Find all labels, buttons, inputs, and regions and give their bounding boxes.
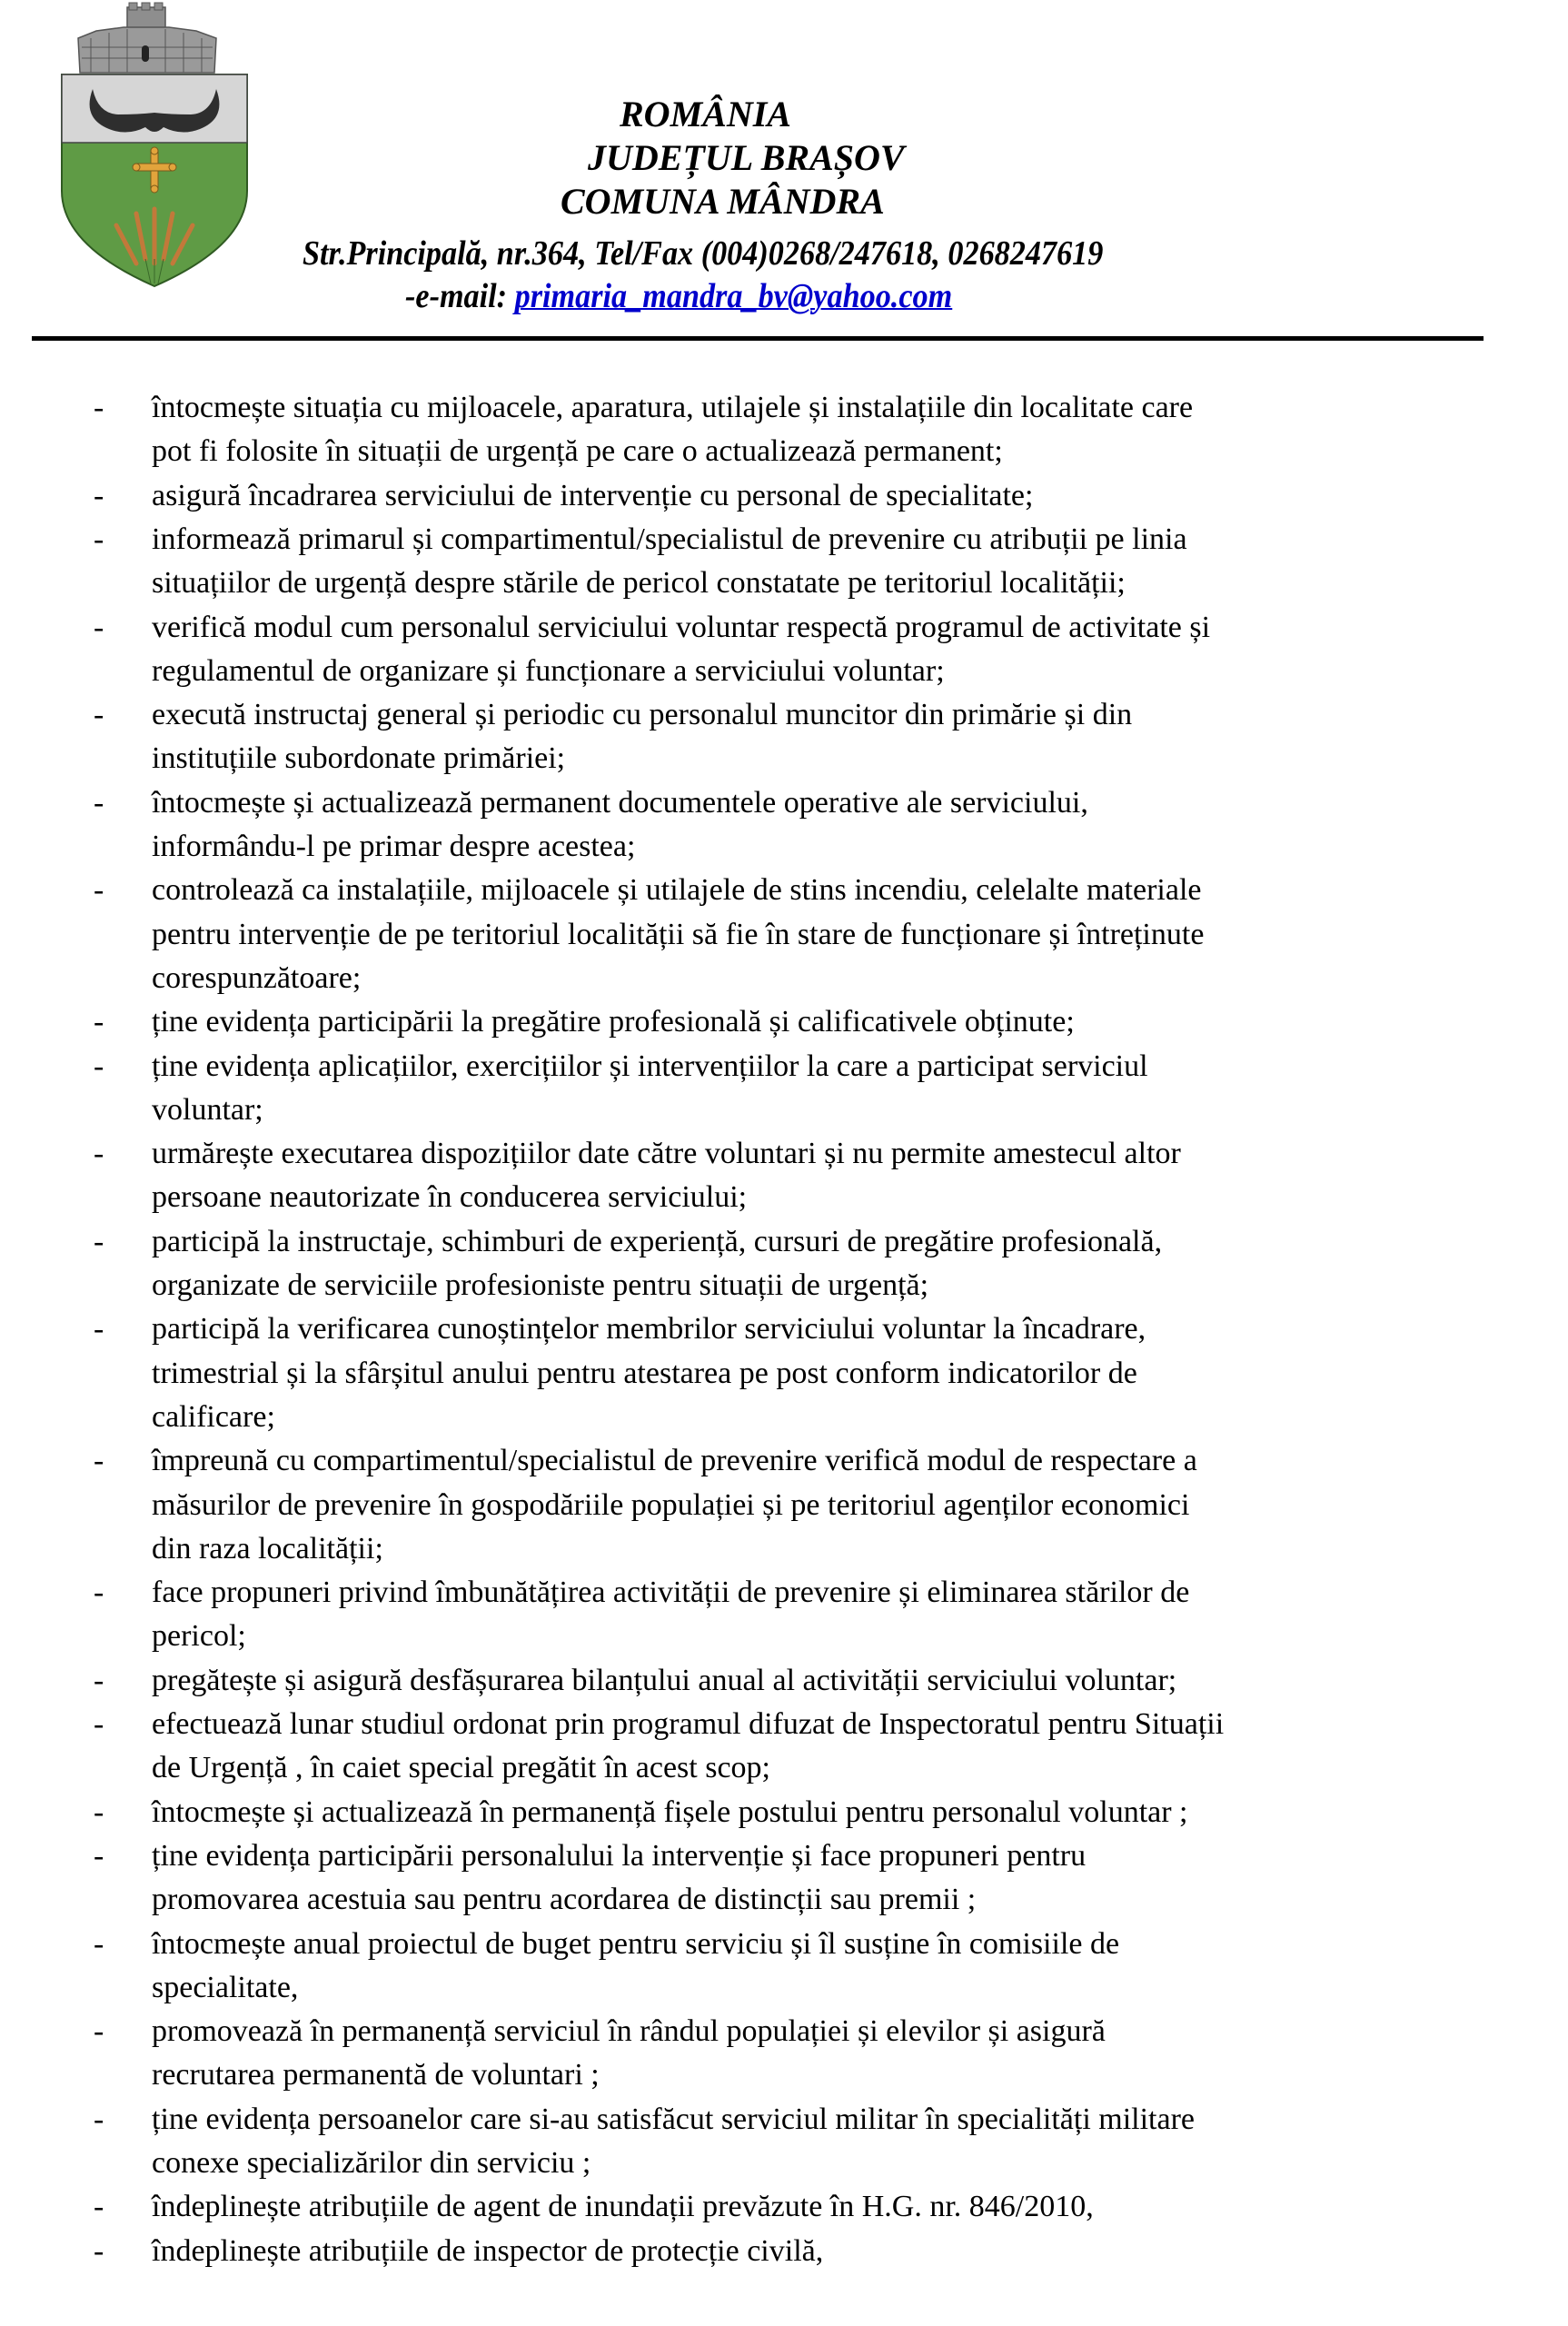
list-item-continuation [0, 562, 1568, 605]
list-item [0, 1659, 1568, 1703]
header-county: JUDEȚUL BRAȘOV [588, 137, 905, 178]
bullet-dash: - [94, 2190, 104, 2224]
list-item [0, 1834, 1568, 1878]
list-item-text: regulamentul de organizare și funcționare a serviciului voluntar; [152, 653, 945, 688]
bullet-dash: - [94, 1005, 104, 1039]
bullet-dash: - [94, 1707, 104, 1741]
list-item-text: situațiilor de urgență despre stările de pericol constatate pe teritoriul localității; [152, 566, 1126, 601]
header-email-line [405, 279, 952, 313]
list-item-text: de Urgență , în caiet special pregătit în acest scop; [152, 1751, 770, 1785]
list-item-continuation [0, 1352, 1568, 1396]
list-item-continuation [0, 1746, 1568, 1790]
list-item-text: întocmește și actualizează permanent documentele operative ale serviciului, [152, 785, 1088, 820]
list-item-text: verifică modul cum personalul serviciului voluntar respectă programul de activitate și [152, 610, 1211, 644]
list-item [0, 2185, 1568, 2229]
bullet-dash: - [94, 610, 104, 644]
list-item-text: calificare; [152, 1399, 275, 1434]
list-item [0, 1923, 1568, 1966]
list-item-text: promovarea acestuia sau pentru acordarea de distincții sau premii ; [152, 1883, 977, 1917]
bullet-dash: - [94, 522, 104, 556]
list-item-continuation [0, 1396, 1568, 1439]
list-item-text: pregătește și asigură desfășurarea bilanțului anual al activității serviciului voluntar; [152, 1663, 1177, 1697]
list-item-text: asigură încadrarea serviciului de intervenție cu personal de specialitate; [152, 478, 1034, 512]
coat-of-arms-icon [55, 0, 254, 291]
list-item-text: conexe specializărilor din serviciu ; [152, 2146, 591, 2180]
list-item-text: voluntar; [152, 1092, 263, 1127]
list-item-text: persoane neautorizate în conducerea serviciului; [152, 1180, 748, 1215]
list-item-text: participă la verificarea cunoștințelor membrilor serviciului voluntar la încadrare, [152, 1312, 1146, 1347]
list-item-text: măsurilor de prevenire în gospodăriile populației și pe teritoriul agenților economici [152, 1487, 1190, 1522]
list-item [0, 386, 1568, 430]
list-item-text: pericol; [152, 1619, 246, 1654]
list-item-continuation [0, 1527, 1568, 1571]
list-item-text: întocmește situația cu mijloacele, aparatura, utilajele și instalațiile din localitate care [152, 391, 1194, 424]
list-item-continuation [0, 650, 1568, 693]
list-item [0, 1571, 1568, 1615]
list-item [0, 518, 1568, 562]
bullet-dash: - [94, 1663, 104, 1697]
bullet-dash: - [94, 1576, 104, 1610]
bullet-dash: - [94, 391, 104, 424]
list-item-text: participă la instructaje, schimburi de experiență, cursuri de pregătire profesională, [152, 1224, 1163, 1258]
list-item [0, 2010, 1568, 2053]
list-item-continuation [0, 1615, 1568, 1658]
header-commune: COMUNA MÂNDRA [561, 181, 885, 222]
list-item-continuation [0, 1088, 1568, 1132]
email-link[interactable]: primaria_mandra_bv@yahoo.com [514, 277, 953, 315]
list-item-text: întocmește și actualizează în permanență fișele postului pentru personalul voluntar ; [152, 1794, 1188, 1829]
list-item-continuation [0, 825, 1568, 869]
list-item [0, 1220, 1568, 1264]
bullet-dash: - [94, 478, 104, 512]
list-item-text: pentru intervenție de pe teritoriul localității să fie în stare de funcționare și întreținute [152, 917, 1205, 951]
list-item-text: îndeplinește atribuțiile de inspector de protecție civilă, [152, 2233, 824, 2268]
list-item-continuation [0, 913, 1568, 957]
silver-band [62, 75, 247, 143]
bullet-dash: - [94, 2014, 104, 2049]
list-item-continuation [0, 1264, 1568, 1307]
list-item-text: informându-l pe primar despre acestea; [152, 830, 636, 863]
list-item-continuation [0, 1878, 1568, 1922]
list-item [0, 2098, 1568, 2142]
list-item-text: controlează ca instalațiile, mijloacele și utilajele de stins incendiu, celelalte materiale [152, 873, 1202, 908]
list-item-text: instituțiile subordonate primăriei; [152, 741, 566, 776]
list-item-text: întocmește anual proiectul de buget pentru serviciu și îl susține în comisiile de [152, 1926, 1120, 1961]
list-item [0, 1000, 1568, 1044]
list-item-continuation [0, 737, 1568, 780]
bullet-dash: - [94, 1312, 104, 1347]
bullet-dash: - [94, 698, 104, 732]
list-item [0, 869, 1568, 912]
bullet-dash: - [94, 1444, 104, 1478]
list-item-text: face propuneri privind îmbunătățirea activității de prevenire și eliminarea stărilor de [152, 1576, 1190, 1610]
list-item-text: informează primarul și compartimentul/specialistul de prevenire cu atribuții pe linia [152, 522, 1187, 556]
list-item-text: îndeplinește atribuțiile de agent de inundații prevăzute în H.G. nr. 846/2010, [152, 2190, 1094, 2224]
header-country: ROMÂNIA [620, 94, 791, 134]
bullet-dash: - [94, 1137, 104, 1171]
list-item [0, 1439, 1568, 1483]
list-item [0, 693, 1568, 737]
list-item [0, 2230, 1568, 2273]
list-item-continuation [0, 2142, 1568, 2185]
list-item [0, 781, 1568, 825]
list-item-text: specialitate, [152, 1970, 299, 2004]
list-item-text: ține evidența persoanelor care si-au satisfăcut serviciul militar în specialități militare [152, 2102, 1195, 2136]
list-item-text: organizate de serviciile profesioniste pentru situații de urgență; [152, 1268, 929, 1302]
list-item-text: ține evidența participării personalului la intervenție și face propuneri pentru [152, 1838, 1087, 1873]
list-item-continuation [0, 2053, 1568, 2097]
list-item-text: ține evidența participării la pregătire profesională și calificativele obținute; [152, 1005, 1075, 1039]
list-item [0, 1045, 1568, 1088]
list-item-continuation [0, 1484, 1568, 1527]
bullet-dash: - [94, 1224, 104, 1258]
list-item-text: recrutarea permanentă de voluntari ; [152, 2058, 600, 2092]
list-item-text: promovează în permanență serviciul în rândul populației și elevilor și asigură [152, 2014, 1106, 2049]
bullet-dash: - [94, 1794, 104, 1829]
bullet-dash: - [94, 2233, 104, 2268]
list-item-continuation [0, 1176, 1568, 1219]
list-item-text: pot fi folosite în situații de urgență pe care o actualizează permanent; [152, 434, 1003, 469]
list-item [0, 474, 1568, 518]
list-item [0, 1132, 1568, 1176]
list-item-continuation [0, 1966, 1568, 2010]
bullet-dash: - [94, 1838, 104, 1873]
bullet-dash: - [94, 1926, 104, 1961]
list-item-continuation [0, 957, 1568, 1000]
bullet-dash: - [94, 2102, 104, 2136]
list-item-text: efectuează lunar studiul ordonat prin programul difuzat de Inspectoratul pentru Situații [152, 1707, 1225, 1741]
list-item-text: din raza localității; [152, 1531, 383, 1566]
header-divider [32, 336, 1484, 341]
email-label: -e-mail: [405, 277, 515, 315]
mural-crown [78, 3, 216, 73]
list-item-text: urmărește executarea dispozițiilor date către voluntari și nu permite amestecul altor [152, 1137, 1181, 1171]
list-item-text: ține evidența aplicațiilor, exercițiilor și intervențiilor la care a participat serviciul [152, 1049, 1148, 1083]
list-item-text: execută instructaj general și periodic cu personalul muncitor din primărie și din [152, 698, 1133, 732]
list-item-continuation [0, 430, 1568, 473]
list-item [0, 1791, 1568, 1834]
list-item [0, 1703, 1568, 1746]
list-item-text: împreună cu compartimentul/specialistul de prevenire verifică modul de respectare a [152, 1444, 1197, 1478]
list-item [0, 606, 1568, 650]
bullet-dash: - [94, 785, 104, 820]
bullet-dash: - [94, 873, 104, 908]
list-item-text: trimestrial și la sfârșitul anului pentru atestarea pe post conform indicatorilor de [152, 1356, 1137, 1390]
bullet-dash: - [94, 1049, 104, 1083]
header-address: Str.Principală, nr.364, Tel/Fax (004)0268/247618, 0268247619 [303, 234, 1104, 273]
list-item-text: corespunzătoare; [152, 960, 362, 995]
list-item [0, 1307, 1568, 1351]
